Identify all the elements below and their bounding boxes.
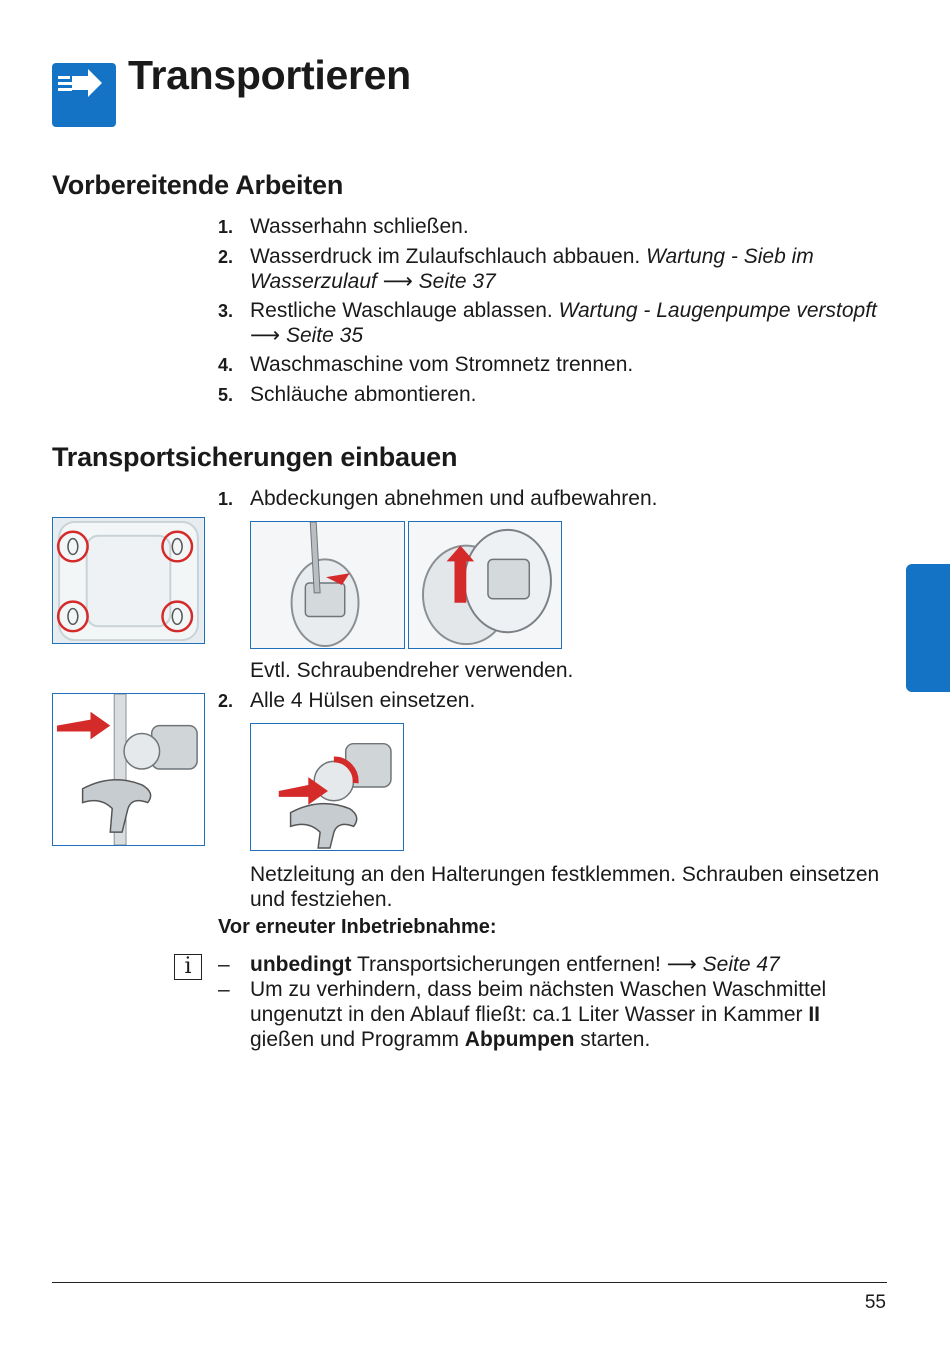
list-item [218, 952, 888, 978]
chamber-label: II [808, 1003, 820, 1026]
note-heading: Vor erneuter Inbetriebnahme: [218, 916, 497, 938]
program-name: Abpumpen [464, 1028, 575, 1051]
info-icon: i [174, 954, 202, 980]
arrow-icon: ⟶ [250, 324, 281, 347]
step-text: Wasserhahn schließen. [250, 215, 469, 238]
step-text: Alle 4 Hülsen einsetzen. [250, 689, 476, 712]
list-item [218, 298, 888, 350]
list-item [218, 382, 888, 408]
rear-panel-illustration [52, 517, 205, 644]
step-number: 1. [218, 217, 234, 237]
cross-reference-page: Seite 47 [702, 953, 780, 976]
bullet-text-part: Um zu verhindern, dass beim nächsten Waschen Waschmittel ungenutzt in den Ablauf fließt: ca.1 Liter Wasser in Kammer [250, 978, 827, 1026]
list-item [218, 977, 888, 1053]
screwdriver-cover-illustration [250, 521, 405, 649]
remove-cover-illustration [408, 521, 562, 649]
cable-clamp-illustration [52, 693, 205, 846]
step-number: 1. [218, 489, 234, 509]
step-text-main: Restliche Waschlauge ablassen. [250, 299, 559, 322]
bullet-dash: – [218, 978, 230, 1001]
chapter-tab [906, 564, 950, 692]
list-item [218, 352, 888, 378]
arrow-icon: ⟶ [382, 270, 413, 293]
step-text [250, 244, 890, 294]
page-title: Transportieren [128, 52, 411, 98]
page-number: 55 [864, 1292, 886, 1313]
cross-reference-page: Seite 35 [285, 324, 364, 347]
bullet-dash: – [218, 953, 230, 976]
cross-reference-title: Wartung - Laugenpumpe verstopft [558, 299, 877, 322]
step-number: 3. [218, 301, 234, 321]
insert-sleeve-illustration [250, 723, 404, 851]
cross-reference-page: Seite 37 [418, 270, 496, 293]
bullet-text [250, 952, 890, 977]
bullet-text-part: gießen und Programm [250, 1028, 465, 1051]
section-heading-transport-locks: Transportsicherungen einbauen [52, 442, 458, 472]
step-number: 2. [218, 247, 234, 267]
list-item [218, 214, 888, 240]
step-text [250, 298, 890, 348]
step-note: Netzleitung an den Halterungen festklemmen. Schrauben einsetzen und festziehen. [250, 863, 880, 911]
cross-reference-title: Wartung - Sieb im Wasserzulauf [250, 245, 814, 293]
step-text: Schläuche abmontieren. [250, 383, 477, 406]
step-number: 4. [218, 355, 234, 375]
step-number: 5. [218, 385, 234, 405]
bullet-emphasis: unbedingt [250, 953, 352, 976]
list-item [218, 688, 888, 714]
step-text: Abdeckungen abnehmen und aufbewahren. [250, 487, 658, 510]
bullet-text-main: Transportsicherungen entfernen! [351, 953, 667, 976]
list-item [218, 486, 888, 512]
list-item [218, 244, 888, 296]
step-text-main: Wasserdruck im Zulaufschlauch abbauen. [250, 245, 647, 268]
step-number: 2. [218, 691, 234, 711]
bullet-text [250, 977, 890, 1052]
footer-divider [52, 1282, 887, 1283]
bullet-text-part: starten. [574, 1028, 651, 1051]
step-note: Evtl. Schraubendreher verwenden. [250, 659, 574, 682]
cross-reference[interactable] [667, 953, 780, 976]
transport-arrow-icon [52, 63, 116, 127]
step-text: Waschmaschine vom Stromnetz trennen. [250, 353, 634, 376]
section-heading-preparation: Vorbereitende Arbeiten [52, 170, 344, 200]
arrow-icon: ⟶ [666, 953, 697, 976]
